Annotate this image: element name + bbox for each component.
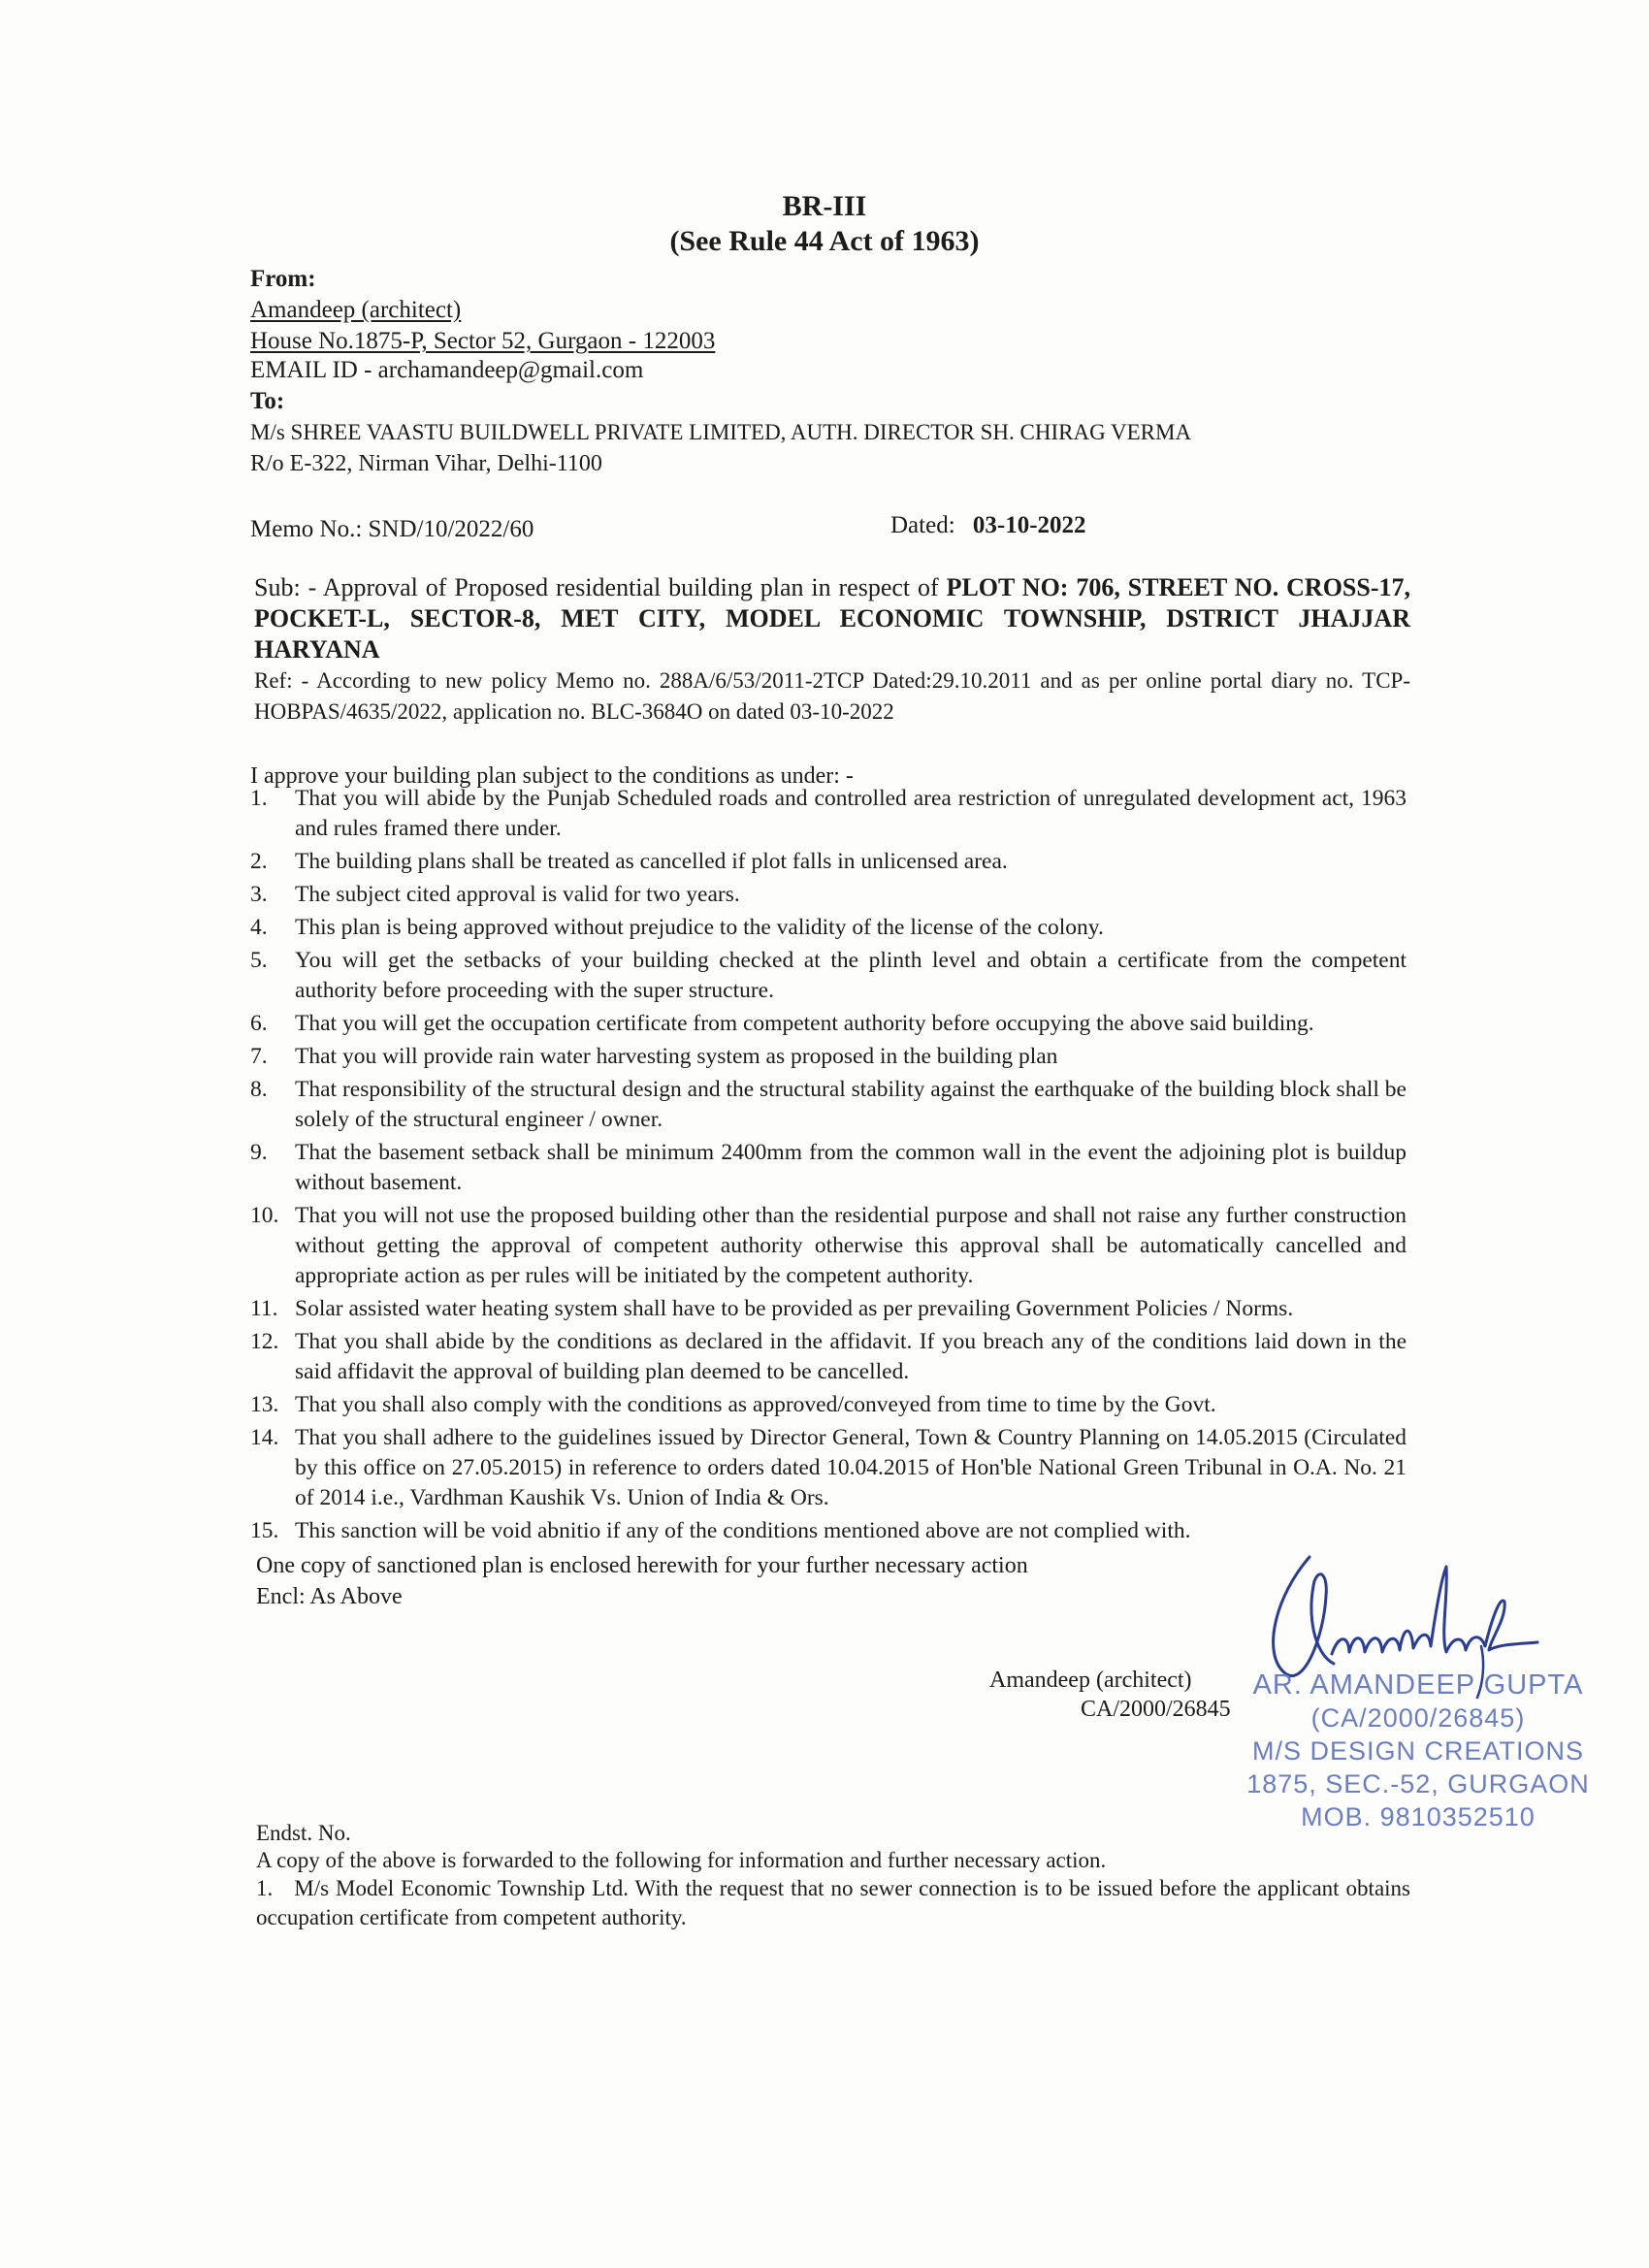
condition-text: The building plans shall be treated as cancelled if plot falls in unlicensed area. <box>295 849 1008 874</box>
stamp-line-1: AR. AMANDEEP GUPTA <box>1252 1669 1584 1701</box>
condition-item <box>250 1390 1406 1420</box>
condition-item <box>250 1294 1406 1324</box>
condition-item <box>250 847 1406 877</box>
condition-item <box>250 1009 1406 1039</box>
recipient-item <box>256 1874 1410 1932</box>
condition-item <box>250 880 1406 910</box>
condition-number: 7. <box>250 1044 268 1069</box>
stamp-line-4: 1875, SEC.-52, GURGAON <box>1246 1769 1590 1798</box>
copy-note: One copy of sanctioned plan is enclosed herewith for your further necessary action <box>256 1553 1028 1578</box>
condition-number: 12. <box>250 1329 279 1354</box>
addressee-address: R/o E-322, Nirman Vihar, Delhi-1100 <box>250 451 602 476</box>
memo-date <box>890 510 1086 541</box>
condition-number: 13. <box>250 1392 279 1417</box>
condition-text: Solar assisted water heating system shall have to be provided as per prevailing Government Policies / Norms. <box>295 1296 1294 1321</box>
condition-item <box>250 913 1406 943</box>
condition-item <box>250 946 1406 1006</box>
condition-item <box>250 1327 1406 1387</box>
condition-number: 14. <box>250 1425 279 1450</box>
condition-item <box>250 1138 1406 1198</box>
condition-item <box>250 784 1406 844</box>
date-value: 03-10-2022 <box>972 512 1086 538</box>
recipient-list <box>256 1874 1410 1932</box>
condition-text: That you shall abide by the conditions as declared in the affidavit. If you breach any of the conditions laid down in the said affidavit the approval of building plan deemed to be cancelled. <box>295 1329 1406 1384</box>
approval-intro: I approve your building plan subject to the conditions as under: - <box>250 763 854 789</box>
stamp-line-2: (CA/2000/26845) <box>1310 1703 1526 1733</box>
condition-item <box>250 1042 1406 1072</box>
condition-item <box>250 1423 1406 1513</box>
stamp-line-3: M/S DESIGN CREATIONS <box>1251 1736 1585 1766</box>
condition-number: 9. <box>250 1140 268 1165</box>
condition-text: The subject cited approval is valid for two years. <box>295 882 740 907</box>
stamp-line-5: MOB. 9810352510 <box>1301 1802 1536 1831</box>
subject-plot: PLOT NO: 706, STREET NO. CROSS-17, POCKET-L, SECTOR-8, MET CITY, MODEL ECONOMIC TOWNSHIP, DSTRICT JHAJJAR HARYANA <box>254 573 1410 664</box>
condition-text: That you will not use the proposed building other than the residential purpose and shall not raise any further construction without getting the approval of competent authority otherwise this approval shall be automatically cancelled and appropriate action as per rules will be initiated by the competent authority. <box>295 1203 1406 1288</box>
conditions-list <box>250 784 1406 1549</box>
condition-number: 4. <box>250 915 268 940</box>
recipient-text: M/s Model Economic Township Ltd. With the request that no sewer connection is to be issued before the applicant obtains occupation certificate from competent authority. <box>256 1876 1410 1929</box>
from-label: From: <box>250 266 316 292</box>
signatory-reg-no: CA/2000/26845 <box>1081 1697 1231 1722</box>
recipient-number: 1. <box>256 1876 274 1900</box>
condition-number: 3. <box>250 882 268 907</box>
condition-text: That responsibility of the structural design and the structural stability against the earthquake of the building block shall be solely of the structural engineer / owner. <box>295 1077 1406 1132</box>
condition-text: That you will get the occupation certificate from competent authority before occupying the above said building. <box>295 1011 1314 1036</box>
condition-number: 1. <box>250 786 268 811</box>
memo-number: Memo No.: SND/10/2022/60 <box>250 516 534 542</box>
condition-number: 5. <box>250 948 268 973</box>
enclosure: Encl: As Above <box>256 1584 403 1609</box>
form-title: BR-III <box>782 190 867 222</box>
sender-name: Amandeep (architect) <box>250 297 462 323</box>
subject-prefix: Sub: - Approval of Proposed residential building plan in respect of <box>254 573 939 601</box>
condition-text: That the basement setback shall be minimum 2400mm from the common wall in the event the adjoining plot is buildup without basement. <box>295 1140 1406 1195</box>
condition-text: That you will provide rain water harvesting system as proposed in the building plan <box>295 1044 1058 1069</box>
to-label: To: <box>250 388 285 414</box>
addressee-name: M/s SHREE VAASTU BUILDWELL PRIVATE LIMITED, AUTH. DIRECTOR SH. CHIRAG VERMA <box>250 420 1192 444</box>
condition-text: That you will abide by the Punjab Scheduled roads and controlled area restriction of unregulated development act, 1963 and rules framed there under. <box>295 786 1406 841</box>
condition-number: 15. <box>250 1518 279 1543</box>
signatory-name: Amandeep (architect) <box>989 1668 1192 1693</box>
sender-address: House No.1875-P, Sector 52, Gurgaon - 122003 <box>250 328 716 354</box>
condition-item <box>250 1516 1406 1546</box>
forward-note: A copy of the above is forwarded to the following for information and further necessary action. <box>256 1848 1107 1872</box>
rule-reference: (See Rule 44 Act of 1963) <box>669 225 980 257</box>
endorsement-label: Endst. No. <box>256 1821 351 1845</box>
subject <box>254 572 1410 665</box>
condition-text: This plan is being approved without prejudice to the validity of the license of the colony. <box>295 915 1104 940</box>
condition-number: 6. <box>250 1011 268 1036</box>
condition-number: 11. <box>250 1296 278 1321</box>
reference: Ref: - According to new policy Memo no. 288A/6/53/2011-2TCP Dated:29.10.2011 and as per online portal diary no. TCP-HOBPAS/4635/2022, application no. BLC-3684O on dated 03-10-2022 <box>254 668 1410 724</box>
sender-email: EMAIL ID - archamandeep@gmail.com <box>250 357 644 383</box>
condition-text: This sanction will be void abnitio if any of the conditions mentioned above are not complied with. <box>295 1518 1191 1543</box>
condition-item <box>250 1201 1406 1291</box>
condition-text: You will get the setbacks of your building checked at the plinth level and obtain a certificate from the competent authority before proceeding with the super structure. <box>295 948 1406 1003</box>
condition-text: That you shall adhere to the guidelines issued by Director General, Town & Country Planning on 14.05.2015 (Circulated by this office on 27.05.2015) in reference to orders dated 10.04.2015 of Hon'ble National Green Tribunal in O.A. No. 21 of 2014 i.e., Vardhman Kaushik Vs. Union of India & Ors. <box>295 1425 1406 1510</box>
condition-number: 2. <box>250 849 268 874</box>
condition-number: 8. <box>250 1077 268 1102</box>
condition-text: That you shall also comply with the conditions as approved/conveyed from time to time by the Govt. <box>295 1392 1216 1417</box>
condition-number: 10. <box>250 1203 279 1228</box>
date-label: Dated: <box>890 512 955 538</box>
condition-item <box>250 1075 1406 1135</box>
architect-stamp <box>1224 1669 1612 1833</box>
